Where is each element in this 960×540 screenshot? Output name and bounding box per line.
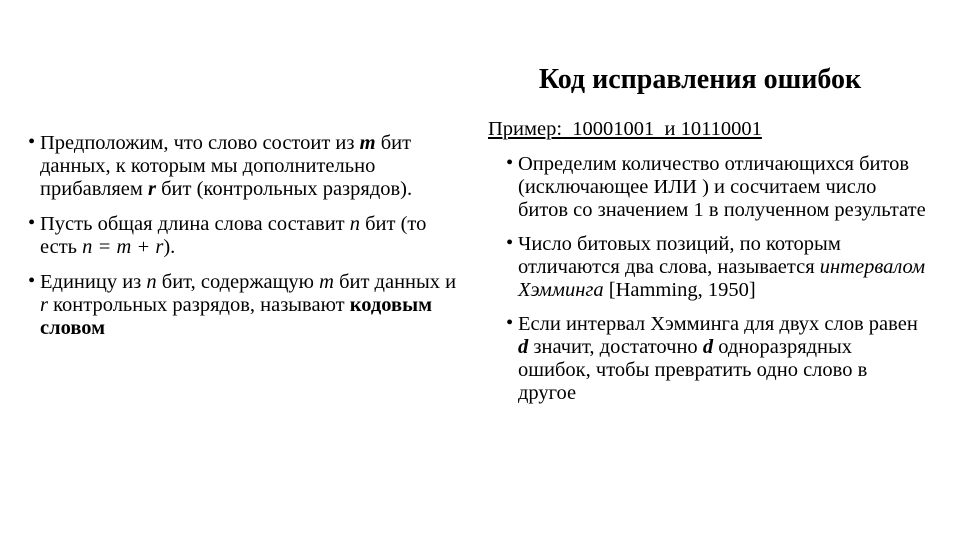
example-line [488, 118, 928, 141]
bullet-1-text: Предположим, что слово состоит из m бит данных, к которым мы дополнительно прибавляем r бит (контрольных разрядов). [40, 132, 413, 200]
example-label: Пример: [488, 118, 563, 140]
example-values: 10001001 и 10110001 [562, 118, 762, 140]
bullet-1 [28, 132, 468, 201]
right-bullet-2-text: Число битовых позиций, по которым отличаются два слова, называется интервалом Хэмминга [Hamming, 1950] [518, 233, 926, 301]
right-bullet-1-text: Определим количество отличающихся битов (исключающее ИЛИ ) и сосчитаем число битов со значением 1 в полученном результате [518, 153, 926, 221]
bullet-2-text: Пусть общая длина слова составит n бит (то есть n = m + r). [40, 213, 427, 258]
left-column [28, 132, 468, 352]
bullet-dot: • [28, 131, 36, 153]
right-bullet-1 [506, 153, 928, 222]
bullet-3-text: Единицу из n бит, содержащую m бит данных и r контрольных разрядов, называют кодовым словом [40, 271, 457, 339]
bullet-dot: • [506, 232, 514, 254]
bullet-dot: • [506, 152, 514, 174]
right-bullet-3-text: Если интервал Хэмминга для двух слов равен d значит, достаточно d одноразрядных ошибок, чтобы превратить одно слово в другое [518, 313, 918, 404]
right-bullet-2 [506, 233, 928, 302]
right-bullet-3 [506, 313, 928, 405]
bullet-dot: • [28, 212, 36, 234]
bullet-dot: • [28, 270, 36, 292]
right-column [488, 118, 928, 416]
slide-title: Код исправления ошибок [538, 64, 862, 95]
bullet-2 [28, 213, 468, 259]
bullet-dot: • [506, 312, 514, 334]
bullet-3 [28, 271, 468, 340]
